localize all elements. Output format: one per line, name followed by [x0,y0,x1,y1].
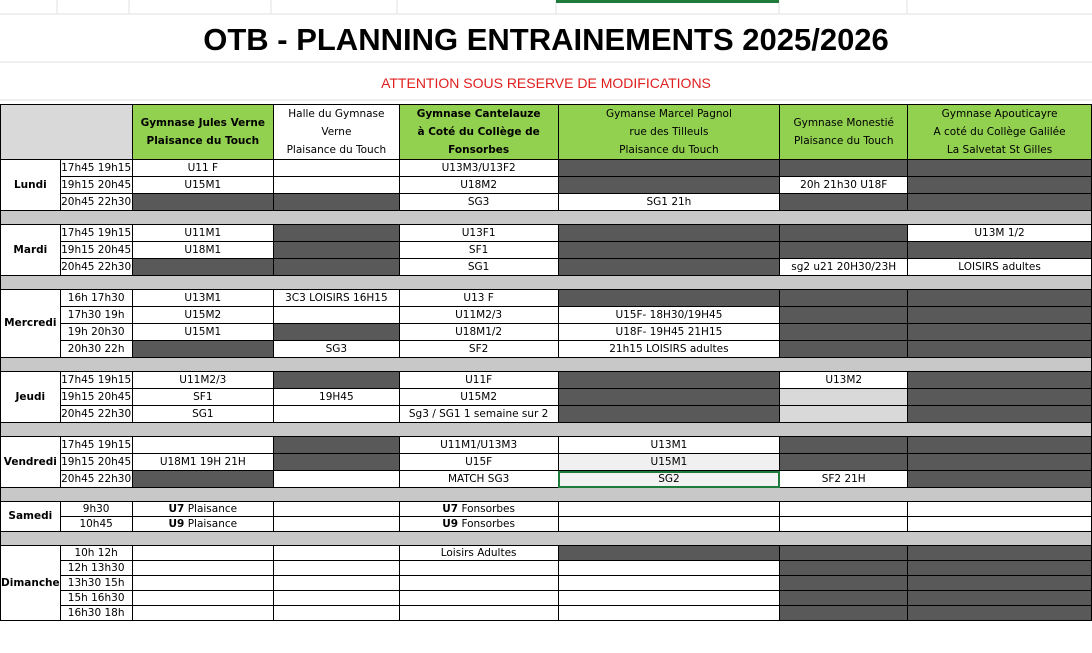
cell[interactable] [274,546,400,561]
cell[interactable] [780,576,908,591]
time-cell[interactable]: 20h45 22h30 [60,471,132,488]
cell[interactable]: U9 Fonsorbes [399,517,558,532]
cell[interactable] [908,576,1092,591]
cell[interactable]: U15F- 18H30/19H45 [558,307,780,324]
cell[interactable] [780,517,908,532]
cell[interactable] [908,454,1092,471]
cell[interactable] [908,307,1092,324]
cell[interactable] [780,502,908,517]
cell[interactable]: U7 Plaisance [132,502,273,517]
cell[interactable] [780,406,908,423]
separator-row [1,488,1092,502]
cell[interactable] [274,372,400,389]
cell[interactable]: U13M3/U13F2 [399,160,558,177]
cell[interactable] [908,517,1092,532]
cell[interactable] [274,324,400,341]
cell[interactable]: MATCH SG3 [399,471,558,488]
cell[interactable] [274,517,400,532]
mercredi-row-2 [1,307,1092,324]
time-cell[interactable]: 17h45 19h15 [60,437,132,454]
cell[interactable] [558,502,780,517]
cell[interactable] [558,372,780,389]
cell[interactable] [274,437,400,454]
mardi-row-3 [1,259,1092,276]
samedi-row-1 [1,502,1092,517]
jeudi-row-2 [1,389,1092,406]
day-label-vendredi[interactable]: Vendredi [1,437,61,488]
cell[interactable]: U18F- 19H45 21H15 [558,324,780,341]
cell[interactable] [558,406,780,423]
cell[interactable]: 19H45 [274,389,400,406]
cell[interactable] [908,406,1092,423]
time-cell[interactable]: 20h45 22h30 [60,194,132,211]
cell[interactable] [908,437,1092,454]
time-cell[interactable]: 20h45 22h30 [60,259,132,276]
time-cell[interactable]: 12h 13h30 [60,561,132,576]
time-cell[interactable]: 16h 17h30 [60,290,132,307]
cell[interactable] [780,389,908,406]
cell[interactable] [274,307,400,324]
cell[interactable] [274,406,400,423]
cell[interactable] [780,194,908,211]
cell[interactable]: SG1 [399,259,558,276]
cell[interactable]: U11M2/3 [132,372,273,389]
mercredi-row-3 [1,324,1092,341]
cell[interactable] [908,546,1092,561]
cell[interactable] [780,437,908,454]
cell[interactable]: SG3 [274,341,400,358]
day-label-lundi[interactable]: Lundi [1,160,61,211]
cell[interactable] [908,502,1092,517]
time-cell[interactable]: 15h 16h30 [60,591,132,606]
cell[interactable] [132,471,273,488]
cell[interactable] [558,259,780,276]
mercredi-row-1 [1,290,1092,307]
cell[interactable] [132,194,273,211]
cell[interactable] [274,194,400,211]
cell[interactable]: U18M1/2 [399,324,558,341]
mardi-row-1 [1,225,1092,242]
cell[interactable] [780,225,908,242]
separator-row [1,532,1092,546]
cell[interactable] [780,591,908,606]
cell[interactable] [274,471,400,488]
cell[interactable] [908,389,1092,406]
cell[interactable] [908,290,1092,307]
cell[interactable]: Sg3 / SG1 1 semaine sur 2 [399,406,558,423]
cell[interactable] [274,591,400,606]
day-label-mercredi[interactable]: Mercredi [1,290,61,358]
cell[interactable] [908,194,1092,211]
cell[interactable] [399,576,558,591]
cell[interactable] [132,591,273,606]
cell[interactable] [780,160,908,177]
cell[interactable] [908,160,1092,177]
separator-row [1,358,1092,372]
jeudi-row-3 [1,406,1092,423]
separator-row [1,276,1092,290]
time-cell[interactable]: 16h30 18h [60,606,132,621]
cell[interactable] [780,242,908,259]
header-corner-cell[interactable] [1,105,133,160]
cell[interactable] [780,307,908,324]
cell[interactable]: U15M1 [558,454,780,471]
cell[interactable]: U15M1 [132,177,273,194]
cell[interactable]: U13M1 [132,290,273,307]
time-cell[interactable]: 20h30 22h [60,341,132,358]
time-cell[interactable]: 17h45 19h15 [60,160,132,177]
cell[interactable]: U15M2 [399,389,558,406]
separator-row [1,423,1092,437]
cell[interactable] [908,242,1092,259]
dimanche-row-1 [1,546,1092,561]
cell[interactable] [558,177,780,194]
cell[interactable]: U11M1 [132,225,273,242]
cell[interactable]: U18M1 19H 21H [132,454,273,471]
cell[interactable] [558,576,780,591]
cell[interactable]: U9 Plaisance [132,517,273,532]
time-cell[interactable]: 17h45 19h15 [60,372,132,389]
separator [1,488,1092,502]
time-cell[interactable]: 19h15 20h45 [60,389,132,406]
cell[interactable] [132,437,273,454]
cell[interactable] [558,225,780,242]
cell[interactable] [780,561,908,576]
cell[interactable] [908,324,1092,341]
cell[interactable] [780,546,908,561]
venue-header-1[interactable]: Gymnase Jules Verne Plaisance du Touch [132,105,273,160]
time-cell[interactable]: 9h30 [60,502,132,517]
cell[interactable]: 21h15 LOISIRS adultes [558,341,780,358]
cell[interactable] [399,561,558,576]
dimanche-row-3 [1,576,1092,591]
cell[interactable] [132,259,273,276]
cell[interactable]: SG1 [132,406,273,423]
cell[interactable]: SF2 [399,341,558,358]
cell[interactable] [908,372,1092,389]
cell[interactable]: 20h 21h30 U18F [780,177,908,194]
dimanche-row-4 [1,591,1092,606]
cell[interactable] [132,576,273,591]
separator [1,532,1092,546]
time-cell[interactable]: 20h45 22h30 [60,406,132,423]
time-cell[interactable]: 10h 12h [60,546,132,561]
cell[interactable] [132,341,273,358]
day-label-jeudi[interactable]: Jeudi [1,372,61,423]
cell[interactable]: U13F1 [399,225,558,242]
jeudi-row-1 [1,372,1092,389]
day-label-samedi[interactable]: Samedi [1,502,61,532]
cell[interactable]: 3C3 LOISIRS 16H15 [274,290,400,307]
planning-table [0,104,1092,621]
cell[interactable] [558,517,780,532]
lundi-row-3 [1,194,1092,211]
cell[interactable]: SG1 21h [558,194,780,211]
cell[interactable] [780,290,908,307]
cell[interactable]: SF2 21H [780,471,908,488]
cell[interactable]: U15M2 [132,307,273,324]
time-cell[interactable]: 13h30 15h [60,576,132,591]
separator [1,276,1092,290]
sheet-title: OTB - PLANNING ENTRAINEMENTS 2025/2026 [203,22,889,57]
day-label-mardi[interactable]: Mardi [1,225,61,276]
cell[interactable] [274,225,400,242]
time-cell[interactable]: 17h45 19h15 [60,225,132,242]
cell[interactable] [558,389,780,406]
cell[interactable] [274,242,400,259]
cell[interactable] [908,471,1092,488]
cell[interactable]: SG3 [399,194,558,211]
cell[interactable] [780,341,908,358]
samedi-row-2 [1,517,1092,532]
cell[interactable] [274,502,400,517]
cell[interactable] [399,591,558,606]
time-cell[interactable]: 19h15 20h45 [60,242,132,259]
cell[interactable]: U15F [399,454,558,471]
cell[interactable]: SF1 [399,242,558,259]
venue-header-2[interactable]: Halle du Gymnase Verne Plaisance du Touch [274,105,400,160]
cell[interactable] [908,591,1092,606]
cell[interactable] [780,606,908,621]
time-cell[interactable]: 19h15 20h45 [60,454,132,471]
venue-header-4[interactable]: Gymanse Marcel Pagnol rue des Tilleuls Plaisance du Touch [558,105,780,160]
time-cell[interactable]: 19h 20h30 [60,324,132,341]
cell[interactable] [908,177,1092,194]
lundi-row-1 [1,160,1092,177]
cell[interactable]: U18M2 [399,177,558,194]
cell[interactable]: U11F [399,372,558,389]
cell[interactable] [558,160,780,177]
cell[interactable]: Loisirs Adultes [399,546,558,561]
cell[interactable]: U13 F [399,290,558,307]
cell[interactable] [558,561,780,576]
sheet-subtitle: ATTENTION SOUS RESERVE DE MODIFICATIONS [381,75,711,91]
cell[interactable] [274,177,400,194]
cell[interactable]: sg2 u21 20H30/23H [780,259,908,276]
venue-header-3[interactable]: Gymnase Cantelauze à Coté du Collège de Fonsorbes [399,105,558,160]
cell[interactable] [274,160,400,177]
separator [1,211,1092,225]
cell[interactable] [399,606,558,621]
selected-cell[interactable]: SG2 [558,471,780,488]
cell[interactable] [132,606,273,621]
cell[interactable]: U13M 1/2 [908,225,1092,242]
cell[interactable]: LOISIRS adultes [908,259,1092,276]
venue-header-5[interactable]: Gymnase Monestié Plaisance du Touch [780,105,908,160]
vendredi-row-3 [1,471,1092,488]
day-label-dimanche[interactable]: Dimanche [1,546,61,621]
cell[interactable] [558,591,780,606]
cell[interactable] [558,546,780,561]
cell[interactable]: U11M1/U13M3 [399,437,558,454]
separator [1,423,1092,437]
cell[interactable] [780,454,908,471]
cell[interactable]: U11 F [132,160,273,177]
venue-header-6[interactable]: Gymnase Apouticayre A coté du Collège Galilée La Salvetat St Gilles [908,105,1092,160]
cell[interactable] [274,606,400,621]
cell[interactable] [558,290,780,307]
header-row [1,105,1092,160]
cell[interactable]: U13M1 [558,437,780,454]
separator [1,358,1092,372]
time-cell[interactable]: 17h30 19h [60,307,132,324]
cell[interactable] [908,606,1092,621]
mardi-row-2 [1,242,1092,259]
cell[interactable] [558,242,780,259]
lundi-row-2 [1,177,1092,194]
cell[interactable]: U15M1 [132,324,273,341]
cell[interactable] [132,561,273,576]
cell[interactable]: U18M1 [132,242,273,259]
cell[interactable] [274,576,400,591]
cell[interactable] [908,561,1092,576]
cell[interactable]: SF1 [132,389,273,406]
mercredi-row-4 [1,341,1092,358]
cell[interactable]: U7 Fonsorbes [399,502,558,517]
cell[interactable]: U13M2 [780,372,908,389]
vendredi-row-2 [1,454,1092,471]
cell[interactable] [908,341,1092,358]
cell[interactable] [558,606,780,621]
cell[interactable] [274,259,400,276]
cell[interactable]: U11M2/3 [399,307,558,324]
cell[interactable] [274,561,400,576]
cell[interactable] [132,546,273,561]
cell[interactable] [780,324,908,341]
vendredi-row-1 [1,437,1092,454]
time-cell[interactable]: 19h15 20h45 [60,177,132,194]
dimanche-row-2 [1,561,1092,576]
time-cell[interactable]: 10h45 [60,517,132,532]
cell[interactable] [274,454,400,471]
separator-row [1,211,1092,225]
top-selection-edge [556,0,779,3]
dimanche-row-5 [1,606,1092,621]
